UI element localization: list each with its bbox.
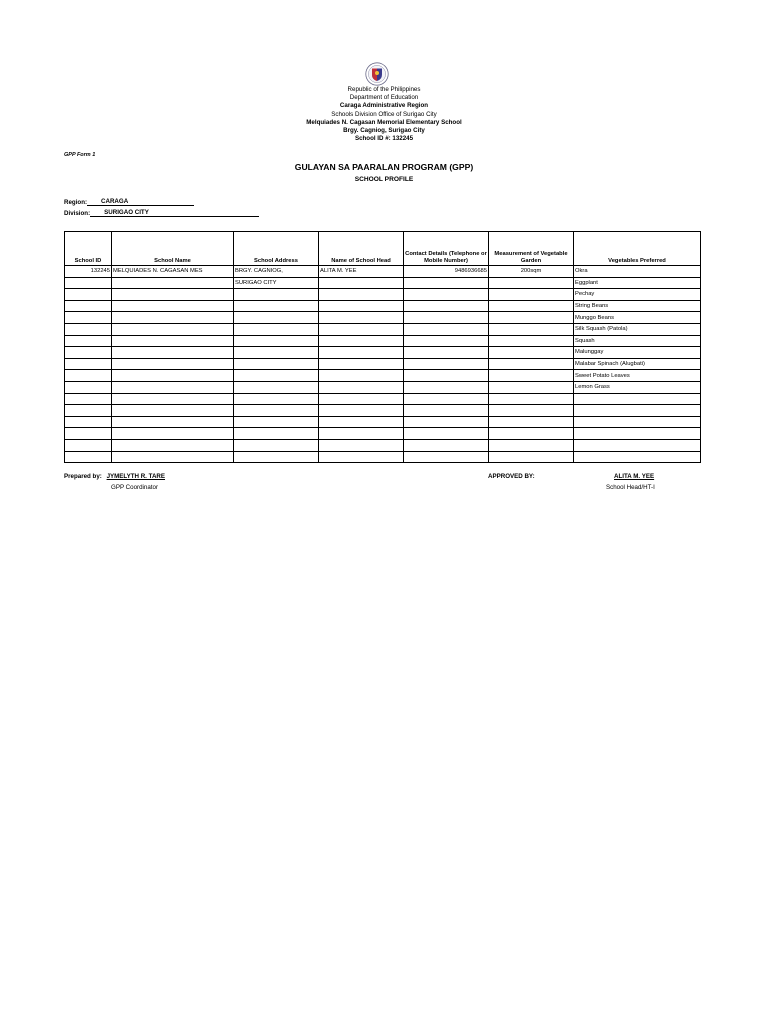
cell-vegetable: Sweet Potato Leaves xyxy=(574,370,701,382)
header-school-id-col: School ID xyxy=(65,232,112,266)
header-measurement-col: Measurement of Vegetable Garden xyxy=(489,232,574,266)
cell-contact xyxy=(404,416,489,428)
cell-contact xyxy=(404,428,489,440)
cell-measurement xyxy=(489,312,574,324)
cell-measurement xyxy=(489,416,574,428)
cell-school-address xyxy=(234,439,319,451)
cell-school-address xyxy=(234,312,319,324)
cell-school-address xyxy=(234,381,319,393)
cell-school-head xyxy=(319,381,404,393)
cell-school-name xyxy=(112,358,234,370)
cell-vegetable: Lemon Grass xyxy=(574,381,701,393)
cell-vegetable: Malunggay xyxy=(574,347,701,359)
cell-school-address xyxy=(234,347,319,359)
cell-school-name xyxy=(112,300,234,312)
cell-school-address xyxy=(234,335,319,347)
cell-vegetable: String Beans xyxy=(574,300,701,312)
cell-contact xyxy=(404,277,489,289)
approved-by-name: ALITA M. YEE xyxy=(614,473,655,480)
cell-contact xyxy=(404,405,489,417)
header-department: Department of Education xyxy=(349,94,419,102)
cell-contact xyxy=(404,393,489,405)
cell-contact xyxy=(404,289,489,301)
cell-school-head xyxy=(319,370,404,382)
cell-school-address: BRGY. CAGNIOG, xyxy=(234,266,319,278)
cell-vegetable xyxy=(574,451,701,463)
cell-school-id xyxy=(65,428,112,440)
cell-vegetable xyxy=(574,393,701,405)
cell-school-head xyxy=(319,439,404,451)
cell-school-name xyxy=(112,405,234,417)
cell-measurement xyxy=(489,451,574,463)
header-country: Republic of the Philippines xyxy=(347,86,421,93)
region-label: Region: xyxy=(64,199,88,206)
header-division-office: Schools Division Office of Surigao City xyxy=(331,110,437,118)
table-row xyxy=(65,300,701,312)
cell-school-name xyxy=(112,312,234,324)
cell-school-name xyxy=(112,277,234,289)
cell-school-address xyxy=(234,358,319,370)
document-title: GULAYAN SA PAARALAN PROGRAM (GPP) xyxy=(294,162,474,172)
cell-school-head xyxy=(319,312,404,324)
cell-school-id xyxy=(65,439,112,451)
prepared-by-title: GPP Coordinator xyxy=(111,484,159,491)
table-header-row xyxy=(65,232,701,266)
cell-school-head: ALITA M. YEE xyxy=(319,266,404,278)
cell-school-name xyxy=(112,439,234,451)
table-row xyxy=(65,393,701,405)
region-field xyxy=(64,198,194,206)
cell-school-id xyxy=(65,451,112,463)
table-row xyxy=(65,289,701,301)
cell-school-head xyxy=(319,393,404,405)
cell-school-name xyxy=(112,347,234,359)
cell-school-name xyxy=(112,335,234,347)
table-row xyxy=(65,416,701,428)
cell-measurement xyxy=(489,381,574,393)
cell-vegetable: Silk Squash (Patola) xyxy=(574,323,701,335)
header-region: Caraga Administrative Region xyxy=(339,102,429,110)
cell-school-id xyxy=(65,323,112,335)
cell-measurement xyxy=(489,335,574,347)
cell-contact xyxy=(404,381,489,393)
header-school-address-col: School Address xyxy=(234,232,319,266)
table-row xyxy=(65,405,701,417)
header-school-id: School ID #: 132245 xyxy=(354,135,414,143)
cell-school-address: SURIGAO CITY xyxy=(234,277,319,289)
cell-contact xyxy=(404,323,489,335)
cell-school-head xyxy=(319,323,404,335)
cell-measurement xyxy=(489,428,574,440)
division-label: Division: xyxy=(64,210,91,217)
cell-school-head xyxy=(319,451,404,463)
cell-school-id xyxy=(65,300,112,312)
cell-measurement xyxy=(489,277,574,289)
cell-vegetable: Squash xyxy=(574,335,701,347)
cell-school-id xyxy=(65,370,112,382)
cell-school-head xyxy=(319,335,404,347)
header-school-name-col: School Name xyxy=(112,232,234,266)
table-row xyxy=(65,335,701,347)
cell-vegetable: Pechay xyxy=(574,289,701,301)
table-row xyxy=(65,381,701,393)
cell-vegetable xyxy=(574,439,701,451)
form-label: GPP Form 1 xyxy=(64,152,96,158)
cell-vegetable: Okra xyxy=(574,266,701,278)
cell-school-name xyxy=(112,289,234,301)
cell-contact xyxy=(404,347,489,359)
table-row xyxy=(65,439,701,451)
cell-school-id: 132245 xyxy=(65,266,112,278)
cell-school-address xyxy=(234,428,319,440)
cell-measurement xyxy=(489,323,574,335)
table-row xyxy=(65,451,701,463)
prepared-by-block xyxy=(64,473,165,480)
cell-school-id xyxy=(65,358,112,370)
cell-measurement xyxy=(489,370,574,382)
cell-school-id xyxy=(65,277,112,289)
prepared-by-name: JYMELYTH R. TARE xyxy=(106,473,166,480)
table-row xyxy=(65,370,701,382)
approved-by-label: APPROVED BY: xyxy=(488,473,535,480)
cell-school-name xyxy=(112,381,234,393)
deped-seal-icon xyxy=(365,62,389,86)
cell-school-name xyxy=(112,370,234,382)
cell-contact xyxy=(404,451,489,463)
cell-measurement: 200sqm xyxy=(489,266,574,278)
header-vegetables-col: Vegetables Preferred xyxy=(574,232,701,266)
cell-school-address xyxy=(234,405,319,417)
cell-school-id xyxy=(65,289,112,301)
cell-school-head xyxy=(319,289,404,301)
cell-school-address xyxy=(234,323,319,335)
cell-contact xyxy=(404,312,489,324)
cell-school-id xyxy=(65,335,112,347)
cell-school-head xyxy=(319,428,404,440)
cell-vegetable: Malabar Spinach (Alugbati) xyxy=(574,358,701,370)
header-contact-col: Contact Details (Telephone or Mobile Number) xyxy=(404,232,489,266)
cell-school-head xyxy=(319,300,404,312)
letterhead xyxy=(200,86,568,143)
document-subtitle: SCHOOL PROFILE xyxy=(354,176,414,183)
cell-measurement xyxy=(489,289,574,301)
cell-measurement xyxy=(489,393,574,405)
header-school-head-col: Name of School Head xyxy=(319,232,404,266)
cell-school-id xyxy=(65,393,112,405)
cell-school-head xyxy=(319,358,404,370)
cell-measurement xyxy=(489,300,574,312)
cell-school-name xyxy=(112,451,234,463)
cell-school-head xyxy=(319,405,404,417)
cell-school-name xyxy=(112,393,234,405)
cell-contact xyxy=(404,439,489,451)
division-value: SURIGAO CITY xyxy=(104,209,149,216)
cell-school-head xyxy=(319,277,404,289)
cell-school-address xyxy=(234,289,319,301)
cell-contact: 9486936685 xyxy=(404,266,489,278)
table-row xyxy=(65,266,701,278)
cell-school-head xyxy=(319,416,404,428)
cell-vegetable xyxy=(574,405,701,417)
cell-school-name xyxy=(112,323,234,335)
header-school: Melquiades N. Cagasan Memorial Elementary School xyxy=(306,118,462,126)
cell-vegetable xyxy=(574,428,701,440)
cell-school-name xyxy=(112,416,234,428)
table-row xyxy=(65,347,701,359)
cell-contact xyxy=(404,300,489,312)
school-profile-table xyxy=(64,231,701,463)
division-field xyxy=(64,209,259,217)
cell-measurement xyxy=(489,347,574,359)
table-row xyxy=(65,358,701,370)
table-row xyxy=(65,312,701,324)
table-row xyxy=(65,277,701,289)
header-address: Brgy. Cagniog, Surigao City xyxy=(343,127,425,135)
cell-measurement xyxy=(489,358,574,370)
cell-contact xyxy=(404,370,489,382)
region-value: CARAGA xyxy=(101,198,129,205)
prepared-by-label: Prepared by: xyxy=(64,473,102,480)
cell-measurement xyxy=(489,405,574,417)
cell-contact xyxy=(404,358,489,370)
cell-school-id xyxy=(65,312,112,324)
table-row xyxy=(65,323,701,335)
approved-by-title: School Head/HT-I xyxy=(606,484,655,491)
cell-school-address xyxy=(234,300,319,312)
cell-measurement xyxy=(489,439,574,451)
table-row xyxy=(65,428,701,440)
cell-school-address xyxy=(234,416,319,428)
cell-school-name: MELQUIADES N. CAGASAN MES xyxy=(112,266,234,278)
cell-school-id xyxy=(65,347,112,359)
cell-school-id xyxy=(65,381,112,393)
cell-vegetable: Munggo Beans xyxy=(574,312,701,324)
cell-school-name xyxy=(112,428,234,440)
cell-school-id xyxy=(65,405,112,417)
cell-vegetable: Eggplant xyxy=(574,277,701,289)
cell-school-id xyxy=(65,416,112,428)
cell-school-address xyxy=(234,370,319,382)
cell-vegetable xyxy=(574,416,701,428)
cell-school-address xyxy=(234,451,319,463)
cell-contact xyxy=(404,335,489,347)
cell-school-address xyxy=(234,393,319,405)
cell-school-head xyxy=(319,347,404,359)
